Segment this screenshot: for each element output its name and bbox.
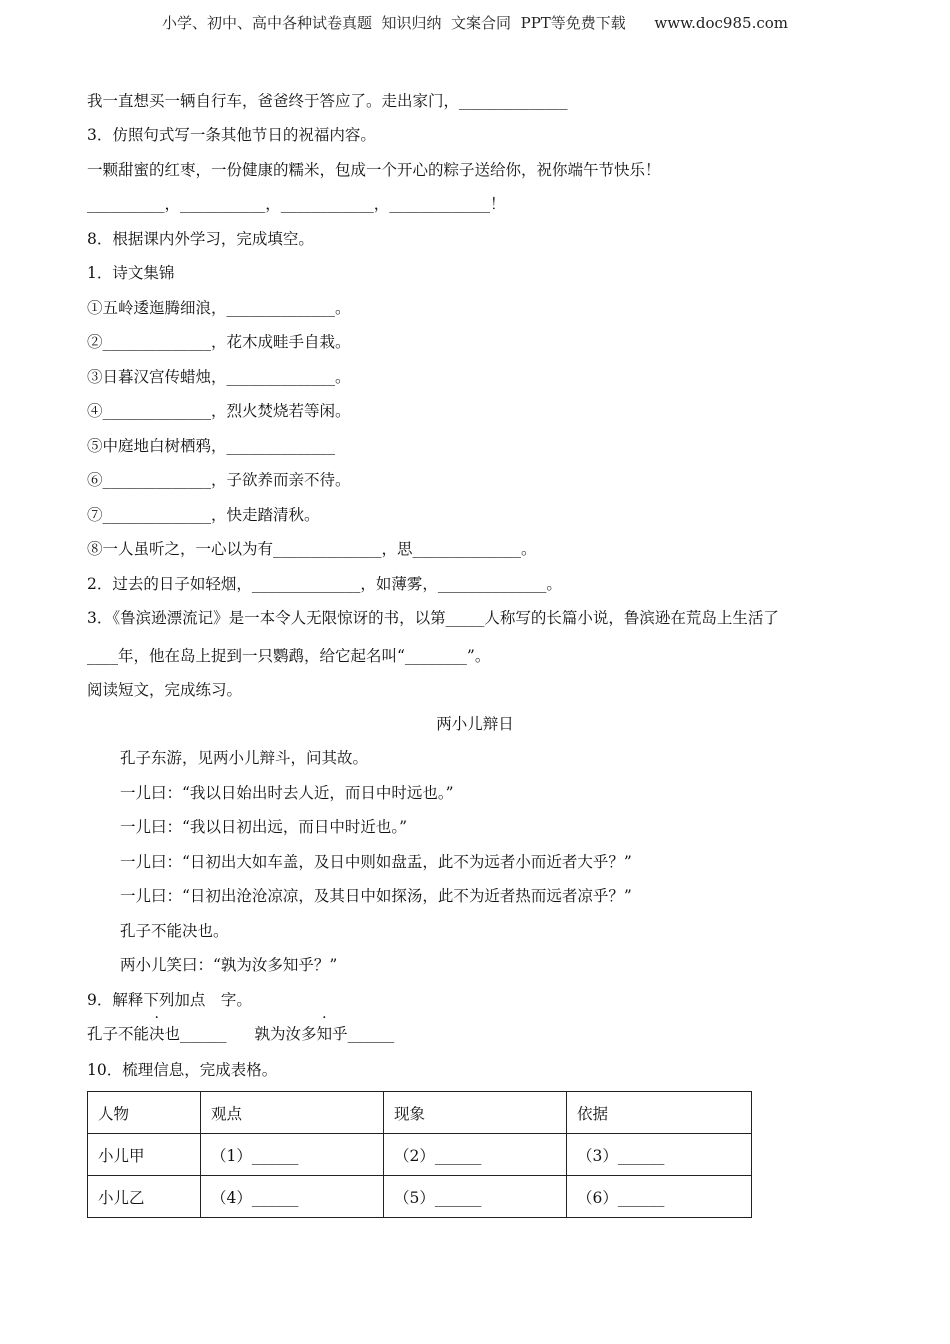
table-header-cell: 人物: [88, 1092, 201, 1134]
answer-blanks: __________，___________，____________，_____________！: [87, 195, 506, 213]
passage-paragraph: 孔子不能决也。: [120, 922, 229, 940]
sub-heading: 1．诗文集锦: [87, 264, 175, 282]
table-cell: （4）______: [201, 1176, 384, 1218]
table-cell: （5）______: [384, 1176, 567, 1218]
table-cell: 小儿乙: [88, 1176, 201, 1218]
table-header-cell: 依据: [567, 1092, 752, 1134]
table-cell: （1）______: [201, 1134, 384, 1176]
reading-instruction: 阅读短文，完成练习。: [87, 681, 243, 699]
question-heading: 8．根据课内外学习，完成填空。: [87, 230, 314, 248]
q9-item2-post: 乎______: [332, 1025, 395, 1043]
question-heading: 9．解释下列加点 字。: [87, 991, 252, 1009]
passage-paragraph: 一儿曰：“日初出大如车盖，及日中则如盘盂，此不为远者小而近者大乎？”: [120, 853, 632, 871]
passage-paragraph: 一儿曰：“日初出沧沧凉凉，及其日中如探汤，此不为近者热而远者凉乎？”: [120, 887, 632, 905]
q9-item1-pre: 孔子不能: [87, 1025, 150, 1043]
passage-paragraph: 两小儿笑曰：“孰为汝多知乎？”: [120, 956, 338, 974]
passage-paragraph: 一儿曰：“我以日始出时去人近，而日中时远也。”: [120, 784, 454, 802]
question-heading: 3．仿照句式写一条其他节日的祝福内容。: [87, 126, 376, 144]
table-header-row: [88, 1092, 752, 1134]
fill-item: ③日暮汉宫传蜡烛，______________。: [87, 368, 351, 386]
fill-item: ⑦______________，快走踏清秋。: [87, 506, 320, 524]
q9-items: [87, 1023, 394, 1045]
fill-item: ④______________，烈火焚烧若等闲。: [87, 402, 351, 420]
q9-item1-post: 也______: [164, 1025, 227, 1043]
page-header: 小学、初中、高中各种试卷真题 知识归纳 文案合同 PPT等免费下载 www.doc985.com: [161, 14, 788, 32]
table-cell: （2）______: [384, 1134, 567, 1176]
fill-item: 3．《鲁滨逊漂流记》是一本令人无限惊讶的书，以第_____人称写的长篇小说，鲁滨逊在荒岛上生活了: [87, 609, 779, 627]
table-cell: 小儿甲: [88, 1134, 201, 1176]
text-line: 我一直想买一辆自行车，爸爸终于答应了。走出家门，______________: [87, 92, 568, 110]
dotted-char: 知: [316, 1025, 333, 1043]
text-line: 一颗甜蜜的红枣，一份健康的糯米，包成一个开心的粽子送给你，祝你端午节快乐！: [87, 161, 661, 179]
fill-item: ②______________，花木成畦手自栽。: [87, 333, 351, 351]
fill-item: ____年，他在岛上捉到一只鹦鹉，给它起名叫“________”。: [87, 647, 491, 665]
passage-title: 两小儿辩日: [436, 715, 514, 733]
passage-paragraph: 孔子东游，见两小儿辩斗，问其故。: [120, 749, 369, 767]
table-header-cell: 现象: [384, 1092, 567, 1134]
q9-item2-pre: 孰为汝多: [254, 1025, 317, 1043]
table-header-cell: 观点: [201, 1092, 384, 1134]
info-table: [87, 1091, 752, 1218]
fill-item: ⑧一人虽听之，一心以为有______________，思______________。: [87, 540, 537, 558]
fill-item: 2．过去的日子如轻烟，______________，如薄雾，______________。: [87, 575, 562, 593]
question-heading: 10．梳理信息，完成表格。: [87, 1061, 278, 1079]
dotted-char: 决: [149, 1025, 165, 1043]
table-row: [88, 1134, 752, 1176]
table-cell: （6）______: [567, 1176, 752, 1218]
fill-item: ⑥______________，子欲养而亲不待。: [87, 471, 351, 489]
fill-item: ⑤中庭地白树栖鸦，______________: [87, 437, 336, 455]
fill-item: ①五岭逶迤腾细浪，______________。: [87, 299, 351, 317]
table-cell: （3）______: [567, 1134, 752, 1176]
table-row: [88, 1176, 752, 1218]
passage-paragraph: 一儿曰：“我以日初出远，而日中时近也。”: [120, 818, 408, 836]
